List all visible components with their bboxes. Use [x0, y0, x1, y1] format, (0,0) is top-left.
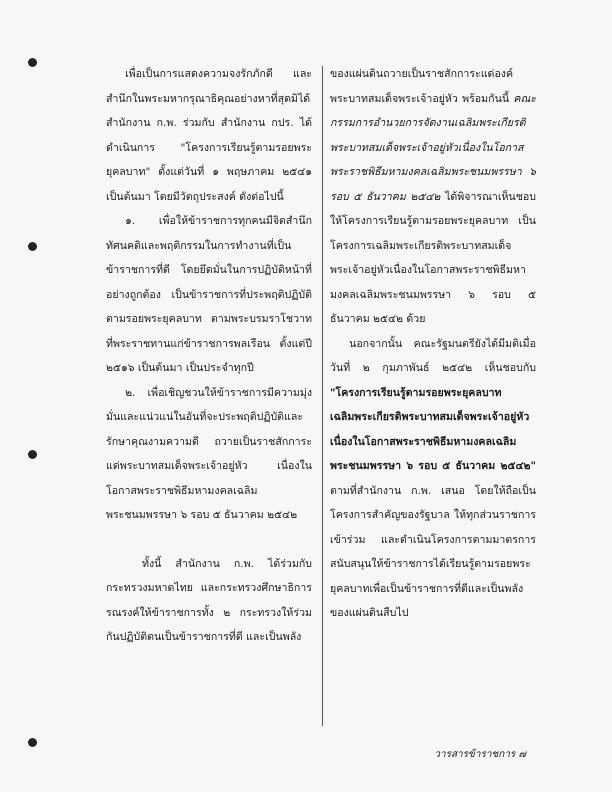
binder-hole-icon [28, 58, 37, 67]
closing-paragraph: ทั้งนี้ สำนักงาน ก.พ. ได้ร่วมกับกระทรวงมหาดไทย และกระทรวงศึกษาธิการ รณรงค์ให้ข้าราชการทั้ง ๒ กระทรวงให้ร่วมกันปฏิบัติตนเป็นข้าราชการที่ดี และเป็นพลัง [106, 557, 312, 643]
cabinet-text-end: ตามที่สำนักงาน ก.พ. เสนอ โดยให้ถือเป็นโครงการสำคัญของรัฐบาล ให้ทุกส่วนราชการเข้าร่วม และดำเนินโครงการตามมาตรการสนับสนุนให้ข้าราชการได้เรียนรู้ตามรอยพระยุคลบาทเพื่อเป็นข้าราชการที่ดีและเป็นพลังของแผ่นดินสืบไป [330, 484, 536, 619]
objective-1: ๑. เพื่อให้ข้าราชการทุกคนมีจิตสำนึก ทัศนคติและพฤติกรรมในการทำงานที่เป็นข้าราชการที่ดี โดยยึดมั่นในการปฏิบัติหน้าที่อย่างถูกต้อง เป็นข้าราชการที่ประพฤติปฏิบัติตามรอยพระยุคลบาท ตามพระบรมราโชวาทที่พระราชทานแก่ข้าราชการพลเรือน ตั้งแต่ปี ๒๕๑๖ เป็นต้นมา เป็นประจำทุกปี [106, 215, 312, 374]
committee-paragraph [330, 62, 536, 332]
committee-name: คณะกรรมการอำนวยการจัดงานเฉลิมพระเกียรติพระบาทสมเด็จพระเจ้าอยู่หัวเนื่องในโอกาสพระราชพิธีมหามงคลเฉลิมพระชนมพรรษา ๖ รอบ ๕ ธันวาคม ๒๕๔๒ [330, 92, 536, 203]
committee-text-start: ของแผ่นดินถวายเป็นราชสักการะแด่องค์พระบาทสมเด็จพระเจ้าอยู่หัว พร้อมกันนี้ [330, 68, 514, 105]
intro-paragraph: เพื่อเป็นการแสดงความจงรักภักดี และสำนึกในพระมหากรุณาธิคุณอย่างหาที่สุดมิได้ สำนักงาน ก.พ. ร่วมกับ สำนักงาน กปร. ได้ดำเนินการ "โครงการเรียนรู้ตามรอยพระยุคลบาท" ตั้งแต่วันที่ ๑ พฤษภาคม ๒๕๔๑ เป็นต้นมา โดยมีวัตถุประสงค์ ดังต่อไปนี้ [106, 68, 312, 203]
project-title: "โครงการเรียนรู้ตามรอยพระยุคลบาทเฉลิมพระเกียรติพระบาทสมเด็จพระเจ้าอยู่หัวเนื่องในโอกาสพระราชพิธีมหามงคลเฉลิมพระชนมพรรษา ๖ รอบ ๕ ธันวาคม ๒๕๔๒" [330, 386, 536, 472]
cabinet-paragraph [330, 332, 536, 626]
journal-footer: วารสารข้าราชการ ๗ [434, 749, 526, 760]
left-column [106, 62, 312, 650]
committee-text-end: ได้พิจารณาเห็นชอบให้โครงการเรียนรู้ตามรอยพระยุคลบาท เป็นโครงการเฉลิมพระเกียรติพระบาทสมเด็จพระเจ้าอยู่หัวเนื่องในโอกาสพระราชพิธีมหามงคลเฉลิมพระชนมพรรษา ๖ รอบ ๕ ธันวาคม ๒๕๔๒ ด้วย [330, 190, 536, 325]
objective-2: ๒. เพื่อเชิญชวนให้ข้าราชการมีความมุ่งมั่นและแน่วแน่ในอันที่จะประพฤติปฏิบัติและรักษาคุณงามความดี ถวายเป็นราชสักการะแด่พระบาทสมเด็จพระเจ้าอยู่หัว เนื่องในโอกาสพระราชพิธีมหามงคลเฉลิมพระชนมพรรษา ๖ รอบ ๕ ธันวาคม ๒๕๔๒ [106, 386, 312, 521]
binder-hole-icon [28, 450, 37, 459]
binder-hole-icon [28, 738, 37, 747]
cabinet-text-start: นอกจากนั้น คณะรัฐมนตรียังได้มีมติเมื่อวันที่ ๒ กุมภาพันธ์ ๒๕๔๒ เห็นชอบกับ [330, 337, 536, 374]
right-column [330, 62, 536, 626]
binder-hole-icon [28, 242, 37, 251]
column-divider [322, 66, 323, 726]
